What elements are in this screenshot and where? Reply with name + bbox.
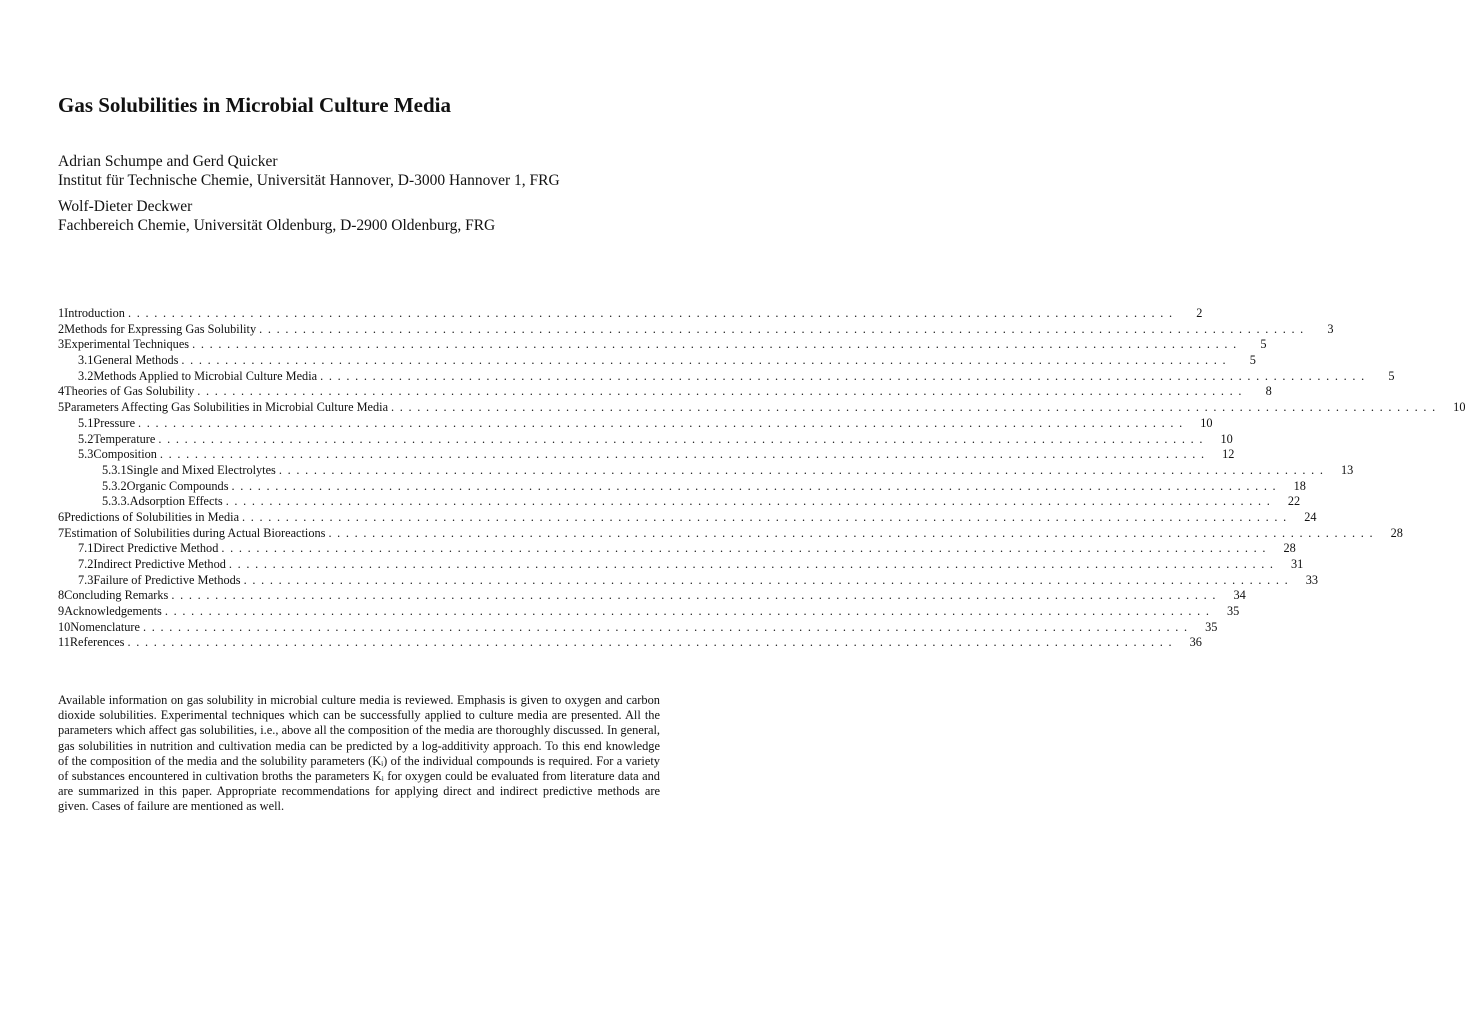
toc-entry-number: 10 [58, 619, 71, 634]
toc-entry-number: 6 [58, 509, 65, 524]
toc-leader-dots: . . . . . . . . . . . . . . . . . . . . . . . . . . . . . . . . . . . . . . . . . . . . . . . . . . . . . . . . . . . . . . . . . . . . . . . . . . . . . . . . . . . . . . . . . . . . . . . . . . . . . . . . . . . . . . . . . . . . . . . . [138, 415, 1184, 430]
toc-leader-dots: . . . . . . . . . . . . . . . . . . . . . . . . . . . . . . . . . . . . . . . . . . . . . . . . . . . . . . . . . . . . . . . . . . . . . . . . . . . . . . . . . . . . . . . . . . . . . . . . . . . . . . . . . . . . . . . . . . . . . . . . [259, 321, 1305, 336]
toc-entry [58, 321, 1334, 338]
toc-entry-label: Pressure [93, 415, 136, 430]
toc-leader-dots: . . . . . . . . . . . . . . . . . . . . . . . . . . . . . . . . . . . . . . . . . . . . . . . . . . . . . . . . . . . . . . . . . . . . . . . . . . . . . . . . . . . . . . . . . . . . . . . . . . . . . . . . . . . . . . . . . . . . . . . . [159, 447, 1206, 462]
toc-entry-number: 3 [58, 337, 65, 352]
toc-entry-number: 5.3.2 [102, 478, 127, 493]
toc-entry [58, 588, 1246, 604]
author-names-2: Wolf-Dieter Deckwer [58, 198, 193, 215]
toc-leader-dots: . . . . . . . . . . . . . . . . . . . . . . . . . . . . . . . . . . . . . . . . . . . . . . . . . . . . . . . . . . . . . . . . . . . . . . . . . . . . . . . . . . . . . . . . . . . . . . . . . . . . . . . . . . . . . . . . . . . . . . . . [320, 368, 1366, 383]
toc-entry [58, 525, 1403, 542]
toc-entry-label: References [69, 635, 125, 650]
toc-entry-number: 5.3 [78, 447, 94, 462]
toc-leader-dots: . . . . . . . . . . . . . . . . . . . . . . . . . . . . . . . . . . . . . . . . . . . . . . . . . . . . . . . . . . . . . . . . . . . . . . . . . . . . . . . . . . . . . . . . . . . . . . . . . . . . . . . . . . . . . . . . . . . . . . . . [225, 494, 1272, 509]
toc-entry-page: 33 [1305, 572, 1319, 587]
toc-entry-number: 5.1 [78, 415, 94, 430]
toc-entry [58, 541, 1296, 557]
toc-entry-number: 5.3.1 [102, 462, 127, 477]
toc-leader-dots: . . . . . . . . . . . . . . . . . . . . . . . . . . . . . . . . . . . . . . . . . . . . . . . . . . . . . . . . . . . . . . . . . . . . . . . . . . . . . . . . . . . . . . . . . . . . . . . . . . . . . . . . . . . . . . . . . . . . . . . . [228, 557, 1275, 571]
toc-leader-dots: . . . . . . . . . . . . . . . . . . . . . . . . . . . . . . . . . . . . . . . . . . . . . . . . . . . . . . . . . . . . . . . . . . . . . . . . . . . . . . . . . . . . . . . . . . . . . . . . . . . . . . . . . . . . . . . . . . . . . . . . [242, 509, 1288, 524]
toc-entry-page: 28 [1390, 525, 1403, 540]
toc-entry-number: 2 [58, 321, 65, 336]
toc-leader-dots: . . . . . . . . . . . . . . . . . . . . . . . . . . . . . . . . . . . . . . . . . . . . . . . . . . . . . . . . . . . . . . . . . . . . . . . . . . . . . . . . . . . . . . . . . . . . . . . . . . . . . . . . . . . . . . . . . . . . . . . . [278, 462, 1325, 477]
toc-entry-label: Nomenclature [70, 619, 140, 634]
toc-entry-label: Acknowledgements [64, 604, 162, 619]
toc-entry-page: 22 [1287, 494, 1301, 509]
author-affiliation-1: Institut für Technische Chemie, Universität Hannover, D-3000 Hannover 1, FRG [58, 172, 560, 189]
toc-entry-number: 4 [58, 384, 65, 399]
toc-entry-page: 10 [1220, 431, 1233, 446]
toc-entry-number: 7.2 [78, 557, 94, 571]
toc-entry [58, 478, 1306, 495]
toc-entry-page: 10 [1453, 400, 1465, 415]
toc-entry-page: 18 [1293, 478, 1306, 493]
toc-entry-number: 5.3.3. [102, 494, 130, 509]
toc-leader-dots: . . . . . . . . . . . . . . . . . . . . . . . . . . . . . . . . . . . . . . . . . . . . . . . . . . . . . . . . . . . . . . . . . . . . . . . . . . . . . . . . . . . . . . . . . . . . . . . . . . . . . . . . . . . . . . . . . . . . . . . . [192, 337, 1238, 352]
toc-entry-label: Single and Mixed Electrolytes [126, 462, 276, 477]
abstract: Available information on gas solubility in microbial culture media is reviewed. Emphasis is given to oxygen and carbon dioxide solubilities. Experimental techniques which can be successfully applied to culture media are presented. All the parameters which affect gas solubilities, i.e., above all the composition of the media are thoroughly discussed. In general, gas solubilities in nutrition and cultivation media can be predicted by a log-additivity approach. To this end knowledge of the composition of the media and the solubility parameters (Kᵢ) of the individual compounds is required. For a variety of substances encountered in cultivation broths the parameters Kᵢ for oxygen could be evaluated from literature data and are summarized in this paper. Appropriate recommendations for applying direct and indirect predictive methods are given. Cases of failure are mentioned as well. [58, 693, 660, 814]
toc-entry-number: 7.1 [78, 541, 94, 556]
toc-entry-label: Parameters Affecting Gas Solubilities in Microbial Culture Media [64, 400, 389, 415]
toc-entry [58, 557, 1304, 573]
toc-leader-dots: . . . . . . . . . . . . . . . . . . . . . . . . . . . . . . . . . . . . . . . . . . . . . . . . . . . . . . . . . . . . . . . . . . . . . . . . . . . . . . . . . . . . . . . . . . . . . . . . . . . . . . . . . . . . . . . . . . . . . . . . [158, 431, 1204, 446]
table-of-contents [58, 306, 1465, 651]
toc-leader-dots: . . . . . . . . . . . . . . . . . . . . . . . . . . . . . . . . . . . . . . . . . . . . . . . . . . . . . . . . . . . . . . . . . . . . . . . . . . . . . . . . . . . . . . . . . . . . . . . . . . . . . . . . . . . . . . . . . . . . . . . . [127, 306, 1174, 320]
toc-entry-label: Methods Applied to Microbial Culture Media [93, 368, 318, 383]
toc-entry-label: Adsorption Effects [129, 494, 223, 509]
toc-entry-number: 5 [58, 400, 65, 415]
toc-entry-number: 1 [58, 306, 65, 320]
toc-leader-dots: . . . . . . . . . . . . . . . . . . . . . . . . . . . . . . . . . . . . . . . . . . . . . . . . . . . . . . . . . . . . . . . . . . . . . . . . . . . . . . . . . . . . . . . . . . . . . . . . . . . . . . . . . . . . . . . . . . . . . . . . [231, 478, 1277, 493]
toc-entry-label: Indirect Predictive Method [93, 557, 226, 571]
toc-entry [58, 572, 1319, 589]
toc-entry [58, 384, 1272, 400]
toc-entry-page: 5 [1388, 368, 1395, 383]
toc-entry-page: 8 [1265, 384, 1272, 399]
toc-entry [58, 431, 1233, 448]
toc-entry-page: 13 [1340, 462, 1354, 477]
toc-entry-page: 3 [1327, 321, 1334, 336]
toc-leader-dots: . . . . . . . . . . . . . . . . . . . . . . . . . . . . . . . . . . . . . . . . . . . . . . . . . . . . . . . . . . . . . . . . . . . . . . . . . . . . . . . . . . . . . . . . . . . . . . . . . . . . . . . . . . . . . . . . . . . . . . . . [197, 384, 1243, 399]
toc-entry-page: 36 [1189, 635, 1202, 650]
toc-entry-label: Theories of Gas Solubility [64, 384, 195, 399]
toc-entry-number: 3.1 [78, 353, 94, 368]
toc-entry [58, 447, 1235, 463]
toc-entry [58, 619, 1218, 636]
toc-entry [58, 415, 1213, 432]
toc-leader-dots: . . . . . . . . . . . . . . . . . . . . . . . . . . . . . . . . . . . . . . . . . . . . . . . . . . . . . . . . . . . . . . . . . . . . . . . . . . . . . . . . . . . . . . . . . . . . . . . . . . . . . . . . . . . . . . . . . . . . . . . . [328, 525, 1374, 540]
toc-entry-page: 12 [1222, 447, 1235, 462]
paper-title: Gas Solubilities in Microbial Culture Media [58, 93, 452, 117]
toc-entry-number: 7.3 [78, 572, 94, 587]
toc-entry [58, 494, 1301, 510]
toc-entry [58, 604, 1240, 620]
toc-entry-label: Predictions of Solubilities in Media [64, 509, 240, 524]
toc-entry-number: 3.2 [78, 368, 94, 383]
author-names-1: Adrian Schumpe and Gerd Quicker [58, 153, 278, 170]
toc-entry [58, 306, 1203, 322]
toc-leader-dots: . . . . . . . . . . . . . . . . . . . . . . . . . . . . . . . . . . . . . . . . . . . . . . . . . . . . . . . . . . . . . . . . . . . . . . . . . . . . . . . . . . . . . . . . . . . . . . . . . . . . . . . . . . . . . . . . . . . . . . . . [142, 619, 1189, 634]
toc-entry-label: Estimation of Solubilities during Actual Bioreactions [64, 525, 326, 540]
toc-leader-dots: . . . . . . . . . . . . . . . . . . . . . . . . . . . . . . . . . . . . . . . . . . . . . . . . . . . . . . . . . . . . . . . . . . . . . . . . . . . . . . . . . . . . . . . . . . . . . . . . . . . . . . . . . . . . . . . . . . . . . . . . [243, 572, 1290, 587]
toc-entry [58, 462, 1354, 479]
toc-entry-label: Organic Compounds [126, 478, 229, 493]
toc-entry [58, 337, 1267, 353]
toc-entry-page: 10 [1200, 415, 1213, 430]
toc-entry-label: Direct Predictive Method [93, 541, 219, 556]
toc-entry-label: Concluding Remarks [64, 588, 169, 603]
toc-entry-label: Temperature [93, 431, 156, 446]
toc-leader-dots: . . . . . . . . . . . . . . . . . . . . . . . . . . . . . . . . . . . . . . . . . . . . . . . . . . . . . . . . . . . . . . . . . . . . . . . . . . . . . . . . . . . . . . . . . . . . . . . . . . . . . . . . . . . . . . . . . . . . . . . . [171, 588, 1217, 603]
toc-entry-label: Introduction [64, 306, 125, 320]
toc-entry-number: 11 [58, 635, 70, 650]
toc-entry-label: Experimental Techniques [64, 337, 190, 352]
toc-entry-page: 5 [1260, 337, 1267, 352]
toc-leader-dots: . . . . . . . . . . . . . . . . . . . . . . . . . . . . . . . . . . . . . . . . . . . . . . . . . . . . . . . . . . . . . . . . . . . . . . . . . . . . . . . . . . . . . . . . . . . . . . . . . . . . . . . . . . . . . . . . . . . . . . . . [391, 400, 1437, 415]
toc-entry [58, 635, 1202, 651]
toc-entry-label: Failure of Predictive Methods [93, 572, 241, 587]
toc-entry [58, 509, 1317, 526]
toc-entry-number: 9 [58, 604, 65, 619]
toc-entry [58, 400, 1465, 416]
toc-entry-page: 31 [1291, 557, 1304, 571]
toc-entry-page: 35 [1205, 619, 1218, 634]
toc-entry-label: General Methods [93, 353, 179, 368]
toc-leader-dots: . . . . . . . . . . . . . . . . . . . . . . . . . . . . . . . . . . . . . . . . . . . . . . . . . . . . . . . . . . . . . . . . . . . . . . . . . . . . . . . . . . . . . . . . . . . . . . . . . . . . . . . . . . . . . . . . . . . . . . . . [181, 353, 1227, 368]
toc-entry-number: 8 [58, 588, 65, 603]
toc-entry-page: 24 [1304, 509, 1317, 524]
toc-leader-dots: . . . . . . . . . . . . . . . . . . . . . . . . . . . . . . . . . . . . . . . . . . . . . . . . . . . . . . . . . . . . . . . . . . . . . . . . . . . . . . . . . . . . . . . . . . . . . . . . . . . . . . . . . . . . . . . . . . . . . . . . [164, 604, 1211, 619]
toc-entry-page: 35 [1226, 604, 1240, 619]
toc-leader-dots: . . . . . . . . . . . . . . . . . . . . . . . . . . . . . . . . . . . . . . . . . . . . . . . . . . . . . . . . . . . . . . . . . . . . . . . . . . . . . . . . . . . . . . . . . . . . . . . . . . . . . . . . . . . . . . . . . . . . . . . . [127, 635, 1173, 650]
toc-entry-label: Methods for Expressing Gas Solubility [64, 321, 257, 336]
toc-entry-number: 7 [58, 525, 65, 540]
toc-leader-dots: . . . . . . . . . . . . . . . . . . . . . . . . . . . . . . . . . . . . . . . . . . . . . . . . . . . . . . . . . . . . . . . . . . . . . . . . . . . . . . . . . . . . . . . . . . . . . . . . . . . . . . . . . . . . . . . . . . . . . . . . [221, 541, 1267, 556]
toc-entry [58, 368, 1395, 385]
toc-entry-page: 28 [1283, 541, 1296, 556]
author-affiliation-2: Fachbereich Chemie, Universität Oldenburg, D-2900 Oldenburg, FRG [58, 217, 496, 234]
toc-entry-label: Composition [93, 447, 157, 462]
toc-entry-page: 2 [1196, 306, 1203, 320]
toc-entry [58, 353, 1256, 369]
toc-entry-number: 5.2 [78, 431, 94, 446]
toc-entry-page: 34 [1233, 588, 1246, 603]
toc-entry-page: 5 [1249, 353, 1256, 368]
